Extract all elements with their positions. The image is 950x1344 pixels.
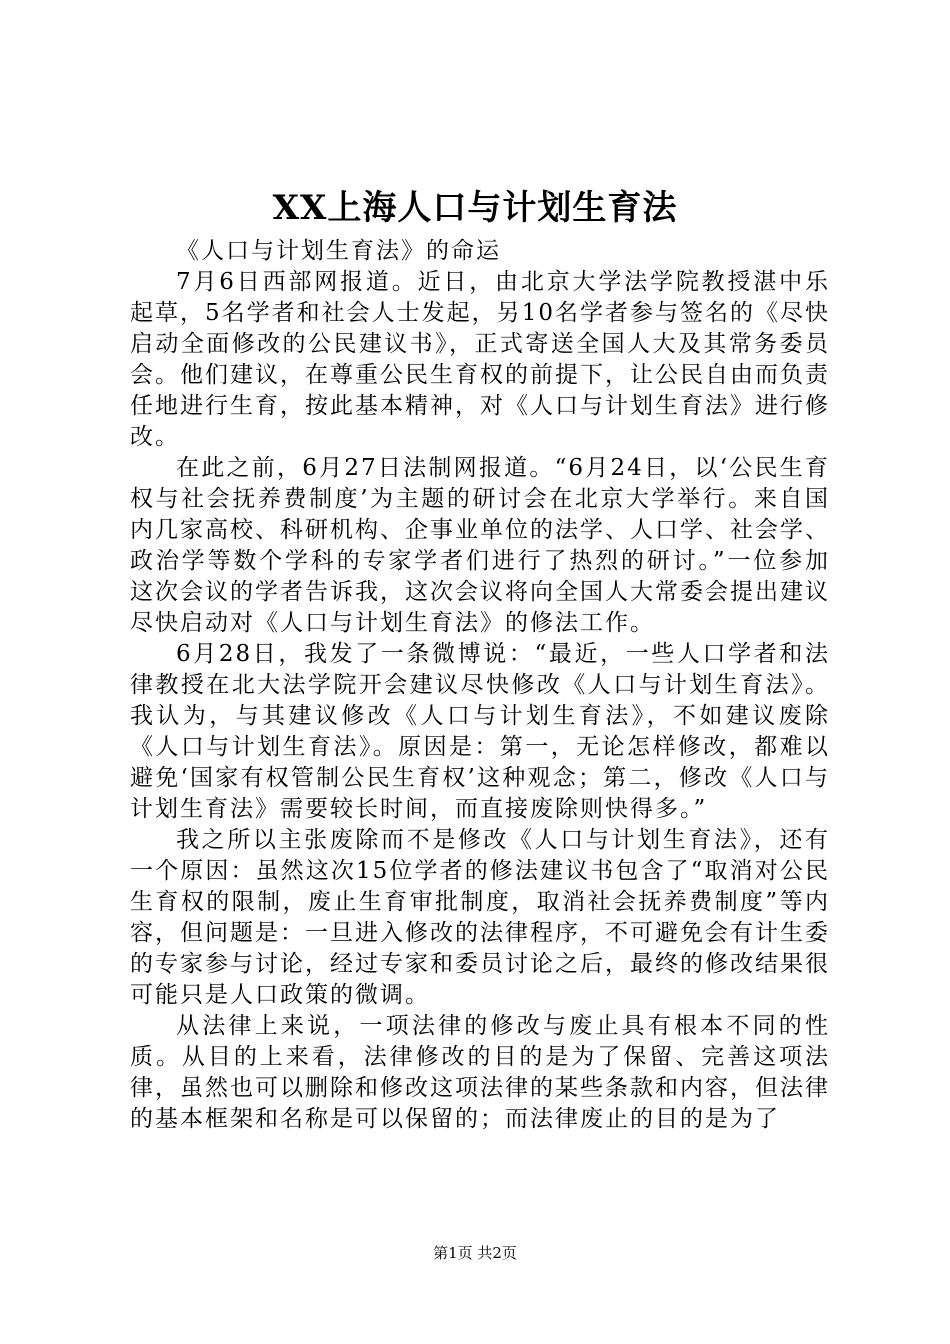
document-body [130,236,830,1135]
paragraph-4: 我之所以主张废除而不是修改《人口与计划生育法》，还有一个原因：虽然这次15位学者的修法建议书包含了“取消对公民生育权的限制，废止生育审批制度，取消社会抚养费制度”等内容，但问题是：一旦进入修改的法律程序，不可避免会有计生委的专家参与讨论，经过专家和委员讨论之后，最终的修改结果很可能只是人口政策的微调。 [130,827,830,1008]
paragraph-5: 从法律上来说，一项法律的修改与废止具有根本不同的性质。从目的上来看，法律修改的目的是为了保留、完善这项法律，虽然也可以删除和修改这项法律的某些条款和内容，但法律的基本框架和名称是可以保留的；而法律废止的目的是为了 [130,1013,830,1132]
page-footer: 第1页 共2页 [433,1244,517,1262]
paragraph-2: 在此之前，6月27日法制网报道。“6月24日，以‘公民生育权与社会抚养费制度’为主题的研讨会在北京大学举行。来自国内几家高校、科研机构、企事业单位的法学、人口学、社会学、政治学等数个学科的专家学者们进行了热烈的研讨。”一位参加这次会议的学者告诉我，这次会议将向全国人大常委会提出建议尽快启动对《人口与计划生育法》的修法工作。 [130,455,830,636]
document-title: XX上海人口与计划生育法 [272,188,678,228]
document-subtitle: 《人口与计划生育法》的命运 [176,238,501,264]
paragraph-3: 6月28日，我发了一条微博说：“最近，一些人口学者和法律教授在北大法学院开会建议尽快修改《人口与计划生育法》。我认为，与其建议修改《人口与计划生育法》，不如建议废除《人口与计划生育法》。原因是：第一，无论怎样修改，都难以避免‘国家有权管制公民生育权’这种观念；第二，修改《人口与计划生育法》需要较长时间，而直接废除则快得多。” [130,641,830,822]
paragraph-1: 7月6日西部网报道。近日，由北京大学法学院教授湛中乐起草，5名学者和社会人士发起，另10名学者参与签名的《尽快启动全面修改的公民建议书》，正式寄送全国人大及其常务委员会。他们建议，在尊重公民生育权的前提下，让公民自由而负责任地进行生育，按此基本精神，对《人口与计划生育法》进行修改。 [130,269,830,450]
